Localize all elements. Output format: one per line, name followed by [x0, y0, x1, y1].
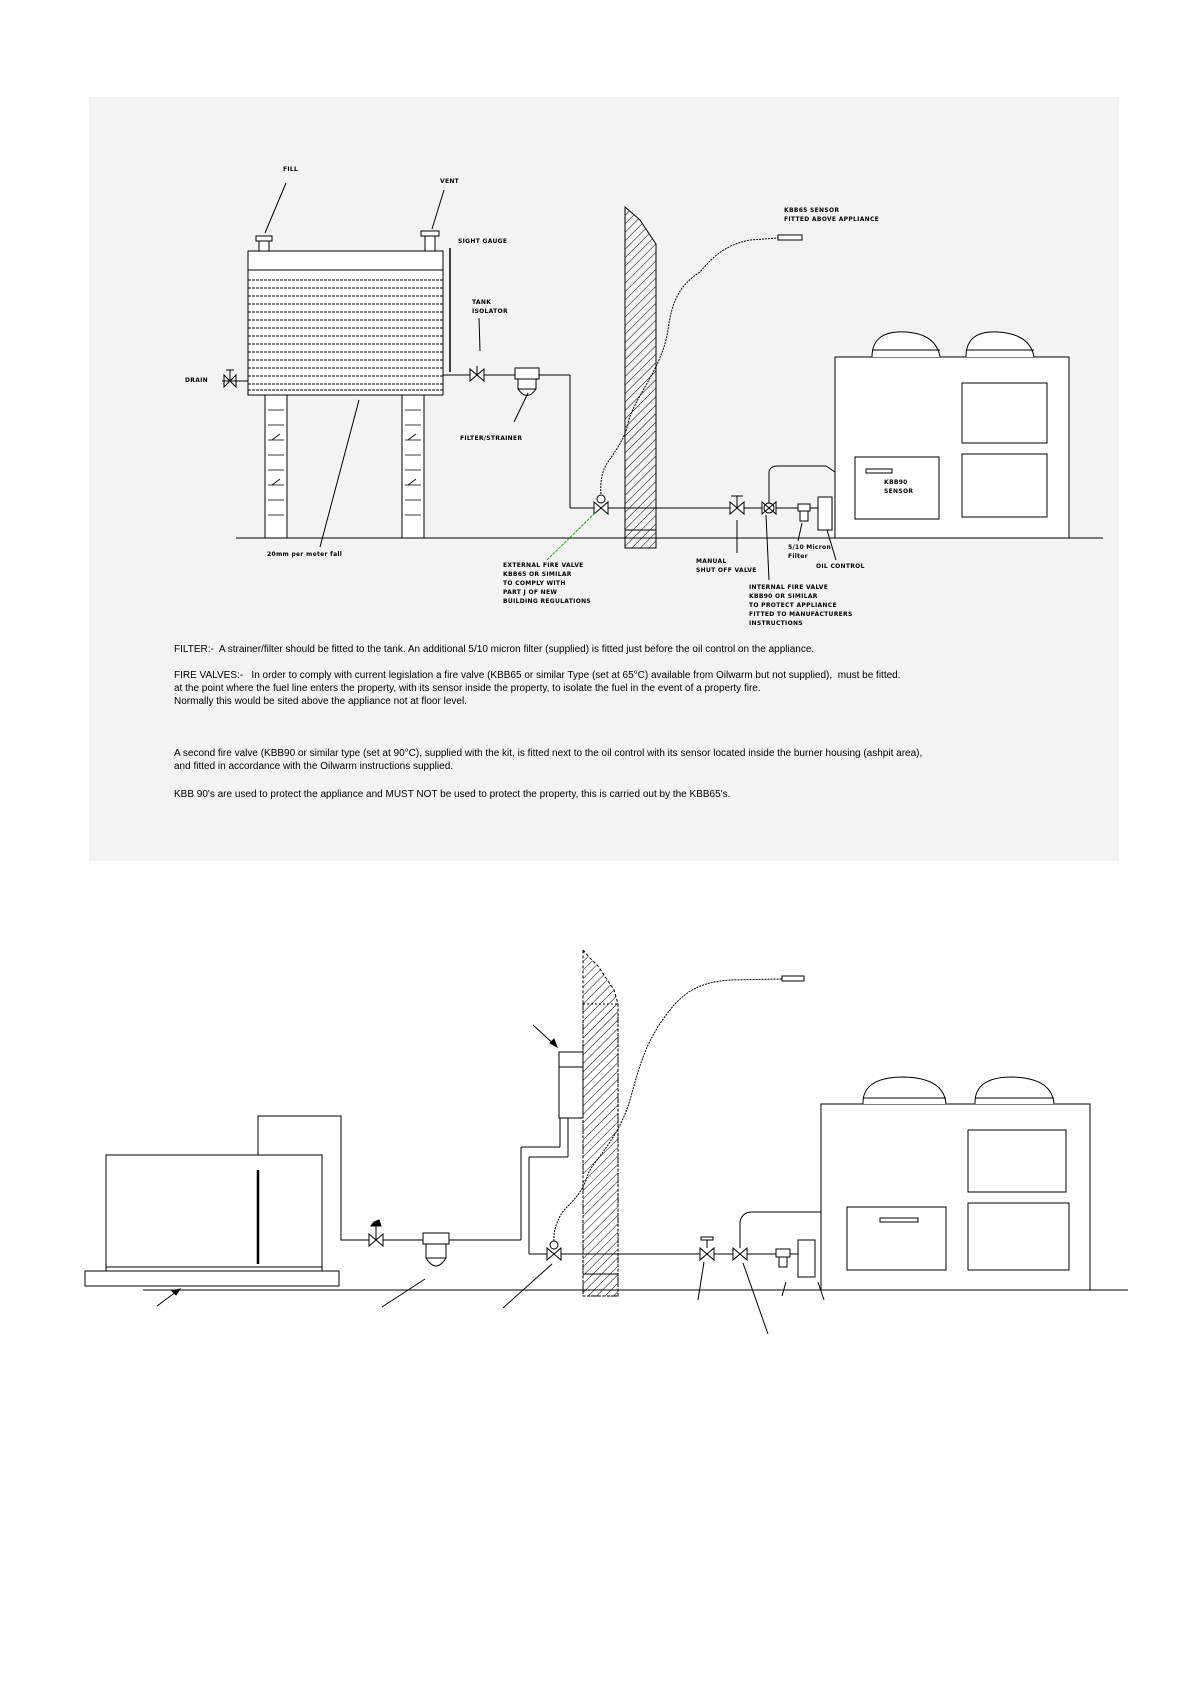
leader-lines-bottom: [157, 1025, 824, 1334]
label-kbb65-sensor: KBB65 SENSOR FITTED ABOVE APPLIANCE: [784, 207, 880, 223]
label-tank-isolator: TANK ISOLATOR: [472, 299, 508, 315]
label-sight-gauge: SIGHT GAUGE: [458, 238, 508, 245]
fuel-pipe-bottom: [369, 1118, 898, 1277]
external-valve-leader: [547, 512, 596, 560]
label-micron-filter: 5/10 Micron Filter: [788, 544, 832, 560]
label-internal-fire-valve: INTERNAL FIRE VALVE KBB90 OR SIMILAR TO PROTECT APPLIANCE FITTED TO MANUFACTURERS INSTRUCTIONS: [749, 584, 853, 627]
note-second-valve: A second fire valve (KBB90 or similar type (set at 90°C), supplied with the kit, is fitted next to the oil control with its sensor located inside the burner housing (ashpit area), and fitted in accordance with the Oilwarm instructions supplied.: [174, 748, 923, 772]
label-fill: FILL: [283, 166, 299, 173]
wall: [625, 207, 656, 548]
wall-bottom: [559, 950, 618, 1296]
label-manual-shutoff: MANUAL SHUT OFF VALVE: [696, 558, 757, 574]
label-filter-strainer: FILTER/STRAINER: [460, 435, 523, 442]
kbb65-sensor-bulb: [778, 235, 802, 240]
label-vent: VENT: [440, 178, 460, 185]
label-fall: 20mm per meter fall: [267, 551, 343, 558]
oil-tank: [248, 231, 450, 538]
drain-valve: [222, 370, 248, 387]
note-filter: FILTER:- A strainer/filter should be fitted to the tank. An additional 5/10 micron filter (supplied) is fitted just before the oil control on the appliance.: [174, 644, 815, 655]
label-drain: DRAIN: [185, 377, 208, 384]
appliance-bottom: [821, 1077, 1090, 1290]
bunded-tank: [85, 1116, 370, 1286]
note-fire-valves: FIRE VALVES:- In order to comply with current legislation a fire valve (KBB65 or similar Type (set at 65°C) available from Oilwarm but not supplied), must be fitted. at the point where the fuel line enters the property, with its sensor inside the property, to isolate the fuel in the event of a property fire. Normally this would be sited above the appliance not at floor level.: [174, 670, 901, 707]
note-kbb90: KBB 90's are used to protect the appliance and MUST NOT be used to protect the property, this is carried out by the KBB65's.: [174, 789, 731, 800]
label-external-fire-valve: EXTERNAL FIRE VALVE KBB65 OR SIMILAR TO COMPLY WITH PART J OF NEW BUILDING REGULATIONS: [503, 562, 592, 605]
label-kbb90-sensor: KBB90 SENSOR: [884, 479, 914, 495]
appliance: [835, 332, 1069, 538]
label-oil-control: OIL CONTROL: [816, 563, 865, 570]
kbb65-capillary-bottom: [554, 979, 782, 1241]
kbb65-sensor-bulb-bottom: [782, 976, 804, 981]
